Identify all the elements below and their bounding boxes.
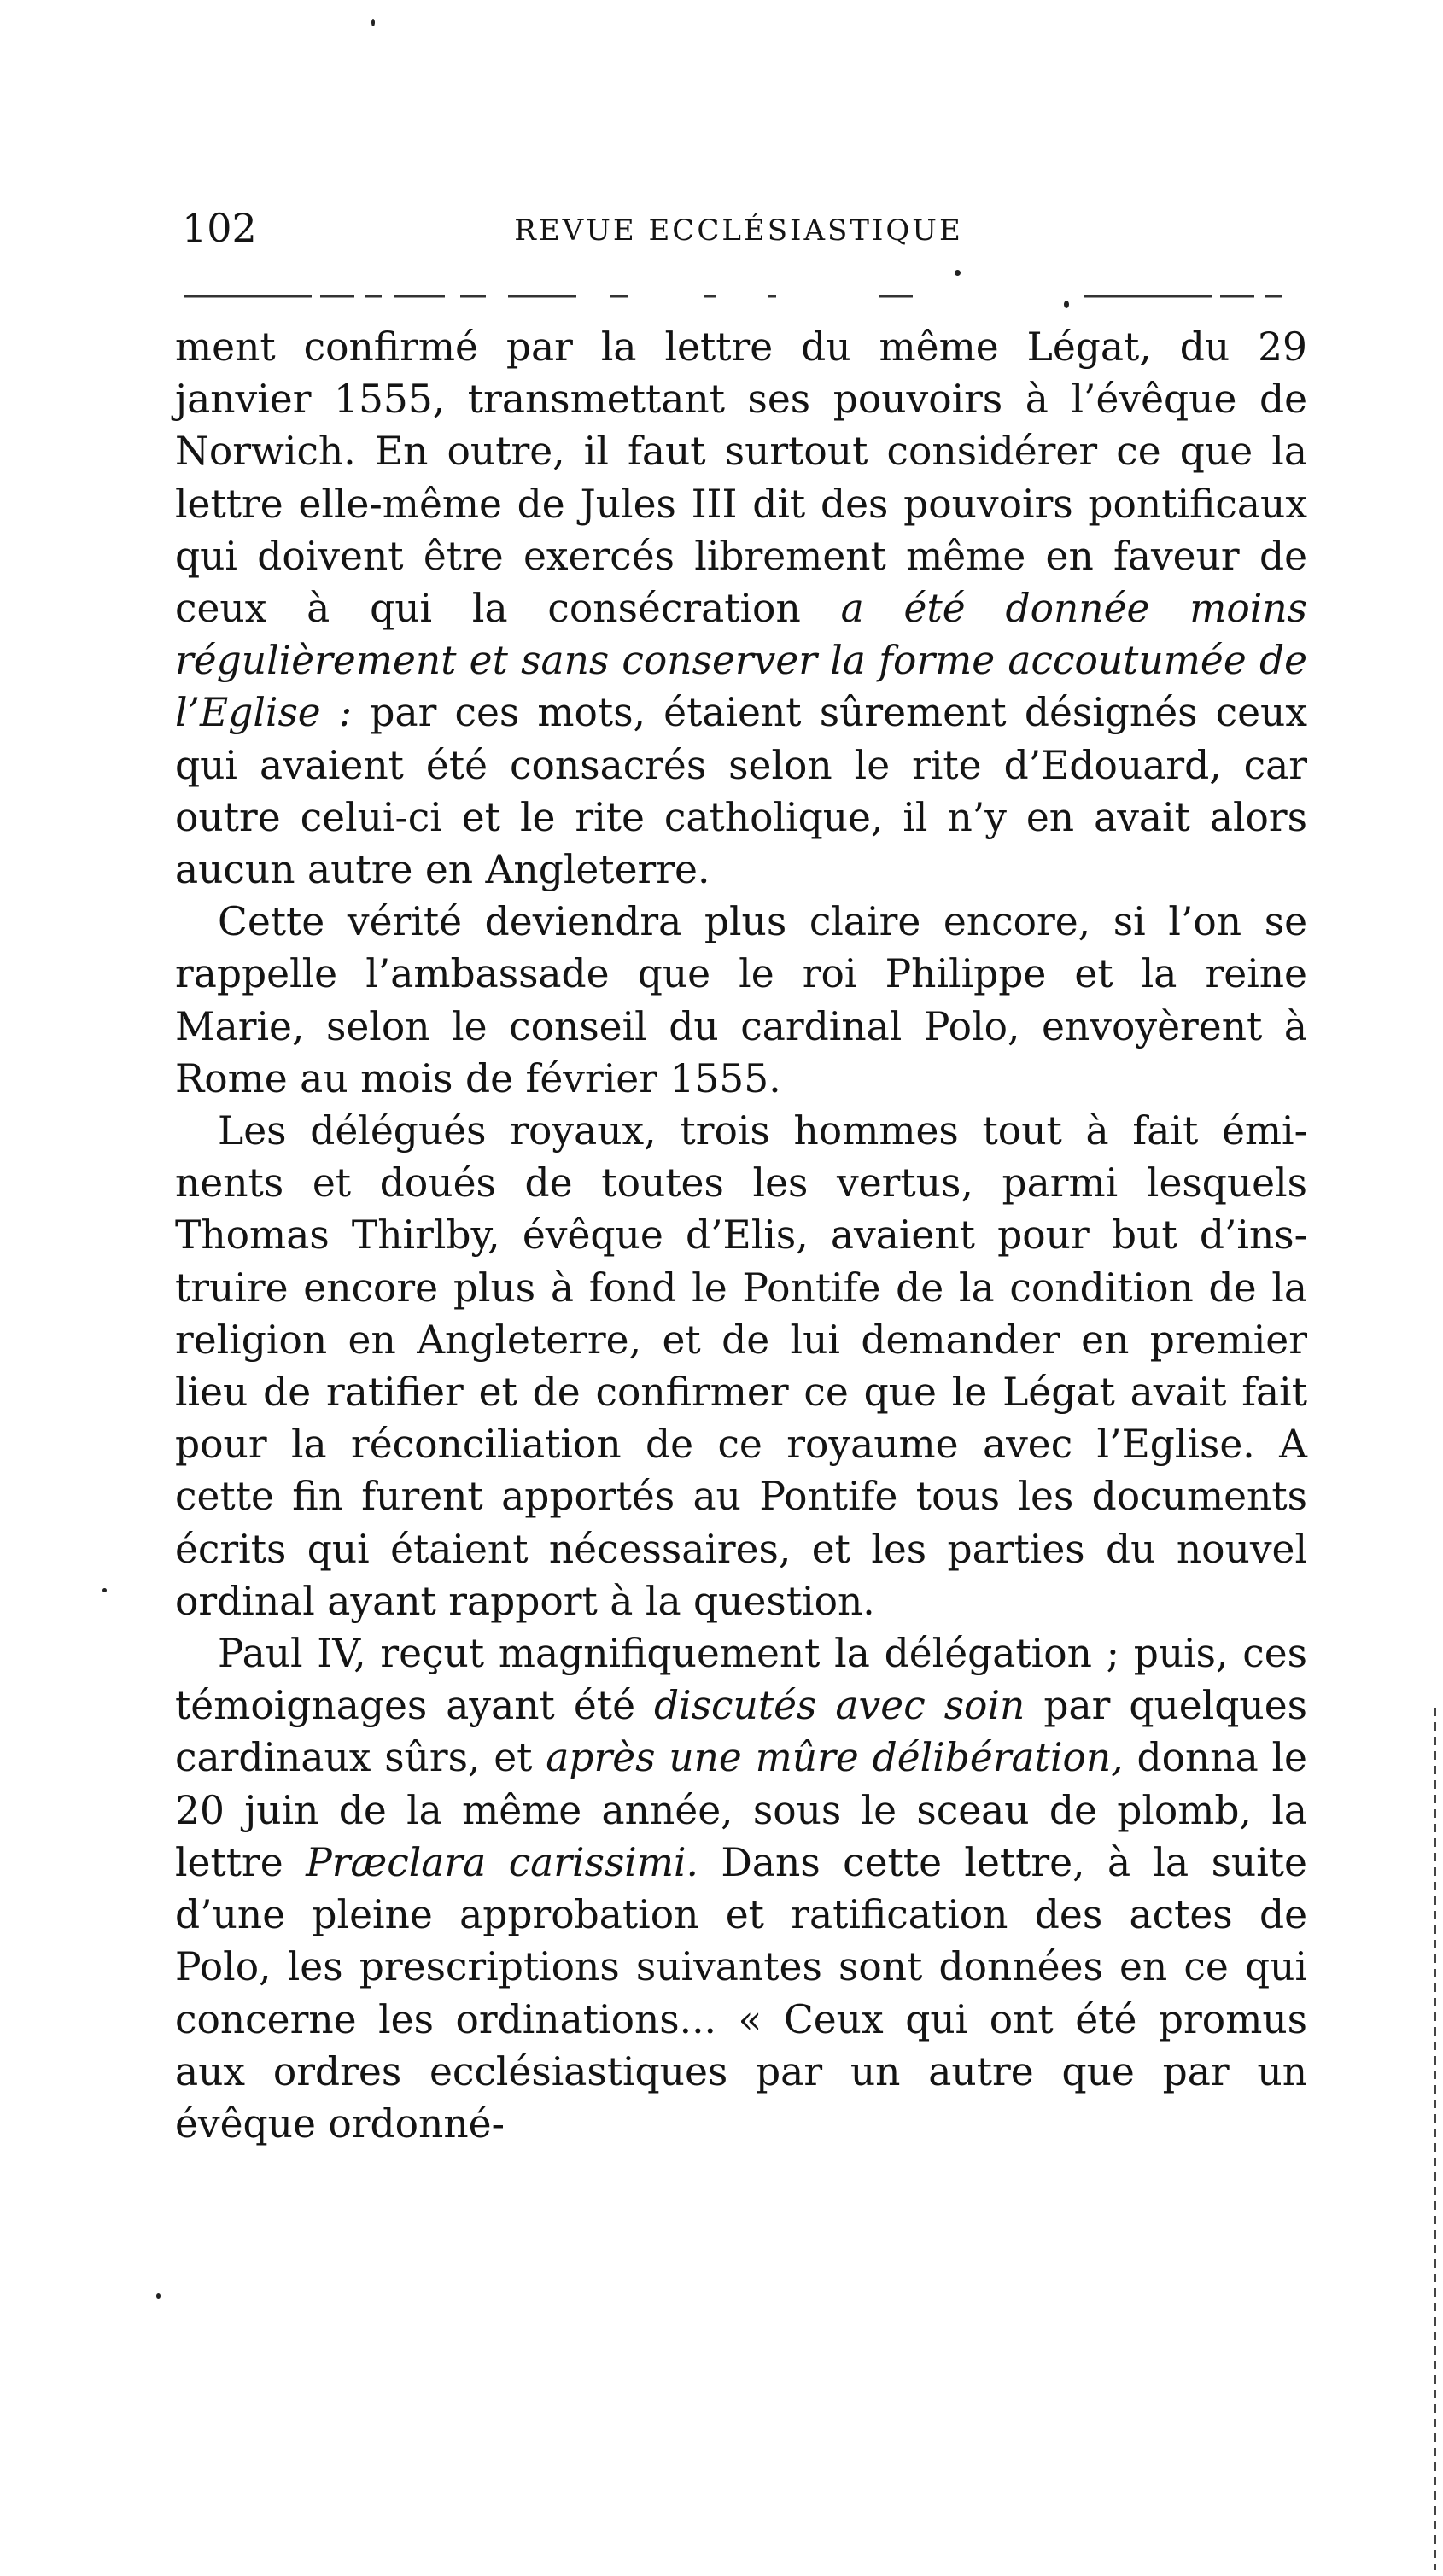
journal-title: REVUE ECCLÉSIASTIQUE [514,213,963,248]
header-rule [184,295,1294,298]
text-run: Cette vérité deviendra plus claire encore, si l’on se rappelle l’ambassade que le roi Philippe et la reine Marie, selon le conseil du cardinal Polo, envoyèrent à Rome au mois de février 1555. [175,899,1307,1101]
paragraph [175,1627,1307,2150]
italic-text: après une mûre délibération, [546,1735,1124,1781]
text-run: par ces mots, étaient sûrement désignés ceux qui avaient été consacrés selon le rite d’Edouard, car outre celui-ci et le rite catholique, il n’y en avait alors aucun autre en Angleterre. [175,690,1307,893]
italic-text: discutés avec soin [654,1683,1025,1729]
text-run: Les délégués royaux, trois hommes tout à fait éminents et doués de toutes les vertus, parmi lesquels Thomas Thirlby, évêque d’Elis, avaient pour but d’instruire encore plus à fond le Pontife de la condition de la religion en Angleterre, et de lui demander en premier lieu de ratifier et de confirmer ce que le Légat avait fait pour la réconciliation de ce royaume avec l’Eglise. A cette fin furent apportés au Pontife tous les documents écrits qui étaient nécessaires, et les parties du nouvel ordinal ayant rapport à la question. [175,1108,1307,1624]
paragraph [175,321,1307,896]
scan-speck [156,2293,161,2299]
text-run: Dans cette lettre, à la suite d’une pleine approbation et ratification des actes de Polo, les prescriptions suivantes sont données en ce qui concerne les ordinations... « Ceux qui ont été promus aux ordres ecclésiastiques par un autre que par un évêque ordonné- [175,1839,1307,2147]
text-run: donna le 20 juin de la même année, sous le sceau de plomb, la lettre [175,1735,1307,1885]
running-head [175,198,1302,258]
text-run: Paul IV, reçut magnifiquement la délégation ; puis, ces témoignages ayant été [175,1631,1307,1729]
scan-speck [955,270,961,276]
page-edge-shadow [1434,1708,1436,2570]
scan-speck [371,19,375,26]
paragraph [175,896,1307,1105]
scan-speck [102,1588,107,1592]
text-run: par quelques cardinaux sûrs, et [175,1683,1307,1781]
paragraph [175,1105,1307,1627]
italic-text: Præclara carissimi. [306,1839,699,1885]
italic-text: a été donnée moins régulièrement et sans conserver la forme accoutumée de l’Eglise : [175,586,1308,736]
text-run: ment confirmé par la lettre du même Légat, du 29 janvier 1555, transmettant ses pouvoirs à l’évêque de Norwich. En outre, il faut surtout considérer ce que la lettre elle-même de Jules III dit des pouvoirs pontificaux qui doivent être exercés librement même en faveur de ceux à qui la consécration [175,324,1307,632]
body-text [175,321,1307,2150]
page-number: 102 [182,205,257,251]
scan-speck [1064,301,1069,308]
